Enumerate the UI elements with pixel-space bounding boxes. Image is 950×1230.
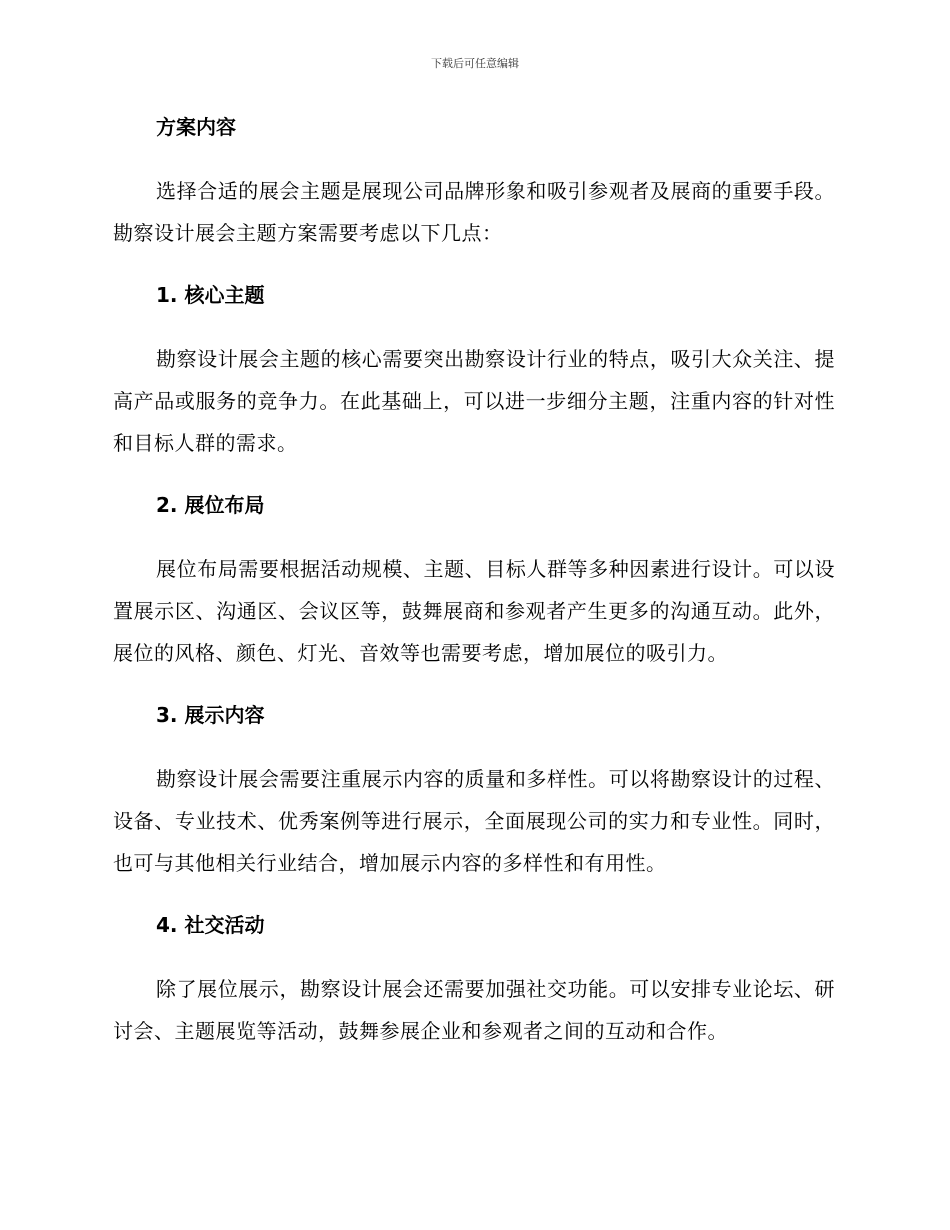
section-body-1: 勘察设计展会主题的核心需要突出勘察设计行业的特点，吸引大众关注、提高产品或服务的竞争力。在此基础上，可以进一步细分主题，注重内容的针对性和目标人群的需求。: [113, 347, 835, 455]
section-body-3: 勘察设计展会需要注重展示内容的质量和多样性。可以将勘察设计的过程、设备、专业技术、优秀案例等进行展示，全面展现公司的实力和专业性。同时，也可与其他相关行业结合，增加展示内容的多样性和有用性。: [113, 767, 835, 875]
section-heading-2: 2. 展位布局: [156, 493, 265, 517]
document-title: 方案内容: [156, 115, 236, 139]
document-body: [113, 110, 835, 1052]
header-note: 下载后可任意编辑: [431, 57, 519, 70]
intro-paragraph: 选择合适的展会主题是展现公司品牌形象和吸引参观者及展商的重要手段。勘察设计展会主题方案需要考虑以下几点：: [113, 179, 835, 245]
section-body-4: 除了展位展示，勘察设计展会还需要加强社交功能。可以安排专业论坛、研讨会、主题展览等活动，鼓舞参展企业和参观者之间的互动和合作。: [113, 977, 835, 1043]
section-heading-3: 3. 展示内容: [156, 703, 265, 727]
section-body-2: 展位布局需要根据活动规模、主题、目标人群等多种因素进行设计。可以设置展示区、沟通区、会议区等，鼓舞展商和参观者产生更多的沟通互动。此外，展位的风格、颜色、灯光、音效等也需要考虑，增加展位的吸引力。: [113, 557, 835, 665]
section-heading-1: 1. 核心主题: [156, 283, 265, 307]
section-heading-4: 4. 社交活动: [156, 913, 265, 937]
